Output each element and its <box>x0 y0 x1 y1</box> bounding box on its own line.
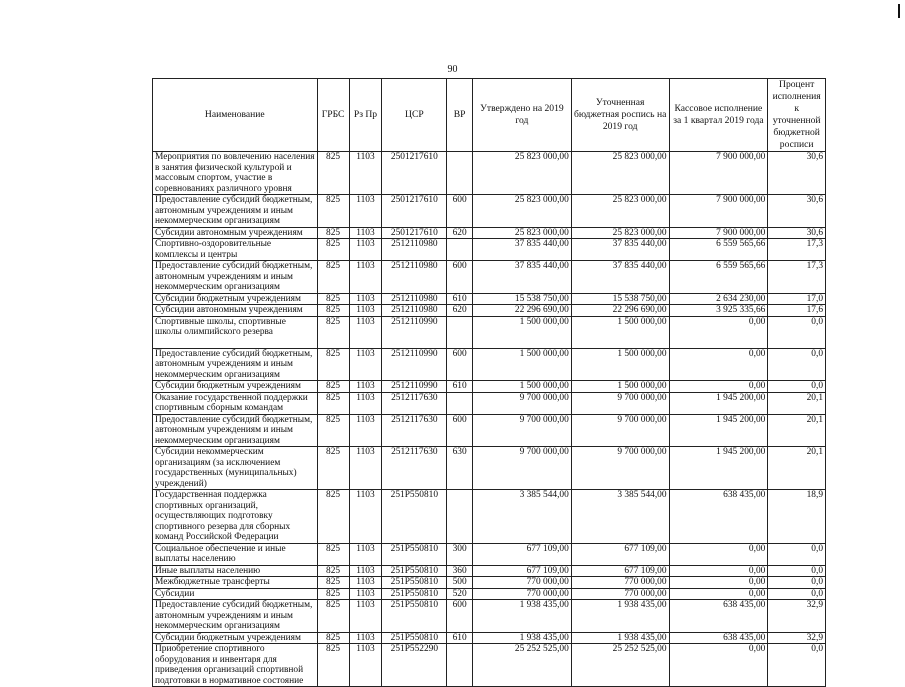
cell-vr: 620 <box>447 227 473 239</box>
cell-rzpr: 1103 <box>349 381 382 393</box>
cell-revised: 37 835 440,00 <box>571 261 669 294</box>
table-row <box>153 577 826 589</box>
cell-csr: 251P550810 <box>382 577 447 589</box>
cell-cash: 0,00 <box>669 381 768 393</box>
table-row <box>153 644 826 687</box>
cell-revised: 25 823 000,00 <box>571 152 669 195</box>
cell-revised: 25 823 000,00 <box>571 227 669 239</box>
cell-csr: 2512117630 <box>382 447 447 490</box>
cell-csr: 251P550810 <box>382 632 447 644</box>
cell-cash: 0,00 <box>669 644 768 687</box>
cell-approved: 3 385 544,00 <box>473 490 572 544</box>
cell-rzpr: 1103 <box>349 565 382 577</box>
table-row <box>153 381 826 393</box>
cell-rzpr: 1103 <box>349 239 382 261</box>
cell-grbs: 825 <box>317 644 349 687</box>
cell-vr: 600 <box>447 261 473 294</box>
cell-percent: 17,0 <box>768 293 826 305</box>
cell-cash: 638 435,00 <box>669 600 768 633</box>
cell-name: Предоставление субсидий бюджетным, автономным учреждениям и иным некоммерческим организациям <box>153 348 318 381</box>
cell-grbs: 825 <box>317 588 349 600</box>
header-grbs: ГРБС <box>317 79 349 152</box>
cell-approved: 9 700 000,00 <box>473 447 572 490</box>
cell-rzpr: 1103 <box>349 195 382 228</box>
cell-revised: 22 296 690,00 <box>571 305 669 317</box>
cell-vr: 600 <box>447 195 473 228</box>
cell-revised: 25 823 000,00 <box>571 195 669 228</box>
cell-approved: 37 835 440,00 <box>473 239 572 261</box>
cell-rzpr: 1103 <box>349 543 382 565</box>
cell-percent: 32,9 <box>768 600 826 633</box>
table-row <box>153 490 826 544</box>
cell-grbs: 825 <box>317 152 349 195</box>
cell-vr: 360 <box>447 565 473 577</box>
cell-revised: 1 938 435,00 <box>571 632 669 644</box>
table-row <box>153 152 826 195</box>
cell-percent: 0,0 <box>768 348 826 381</box>
cell-revised: 677 109,00 <box>571 543 669 565</box>
header-name: Наименование <box>153 79 318 152</box>
cell-vr <box>447 239 473 261</box>
cell-csr: 2501217610 <box>382 152 447 195</box>
cell-name: Субсидии <box>153 588 318 600</box>
cell-csr: 251P550810 <box>382 588 447 600</box>
cell-percent: 20,1 <box>768 447 826 490</box>
header-vr: ВР <box>447 79 473 152</box>
cell-percent: 0,0 <box>768 577 826 589</box>
table-header-row <box>153 79 826 152</box>
cell-grbs: 825 <box>317 447 349 490</box>
cell-csr: 2512110980 <box>382 293 447 305</box>
cell-rzpr: 1103 <box>349 490 382 544</box>
cell-percent: 0,0 <box>768 543 826 565</box>
cell-vr: 600 <box>447 600 473 633</box>
cell-csr: 2501217610 <box>382 195 447 228</box>
cell-cash: 1 945 200,00 <box>669 414 768 447</box>
cell-name: Субсидии автономным учреждениям <box>153 227 318 239</box>
cell-grbs: 825 <box>317 261 349 294</box>
cell-grbs: 825 <box>317 195 349 228</box>
cell-grbs: 825 <box>317 293 349 305</box>
cell-approved: 1 938 435,00 <box>473 600 572 633</box>
cell-rzpr: 1103 <box>349 261 382 294</box>
cell-name: Спортивно-оздоровительные комплексы и центры <box>153 239 318 261</box>
cell-csr: 2512110990 <box>382 348 447 381</box>
cell-cash: 1 945 200,00 <box>669 447 768 490</box>
cell-rzpr: 1103 <box>349 316 382 348</box>
cell-csr: 251P550810 <box>382 543 447 565</box>
cell-revised: 1 500 000,00 <box>571 316 669 348</box>
table-row <box>153 305 826 317</box>
cell-approved: 15 538 750,00 <box>473 293 572 305</box>
cell-vr: 600 <box>447 414 473 447</box>
cell-name: Мероприятия по вовлечению населения в занятия физической культурой и массовым спортом, участие в соревнованиях различного уровня <box>153 152 318 195</box>
cell-approved: 22 296 690,00 <box>473 305 572 317</box>
cell-revised: 25 252 525,00 <box>571 644 669 687</box>
cell-percent: 0,0 <box>768 565 826 577</box>
cell-rzpr: 1103 <box>349 392 382 414</box>
cell-name: Приобретение спортивного оборудования и инвентаря для приведения организаций спортивной подготовки в нормативное состояние <box>153 644 318 687</box>
cell-percent: 17,3 <box>768 239 826 261</box>
cell-cash: 0,00 <box>669 543 768 565</box>
cell-rzpr: 1103 <box>349 305 382 317</box>
table-row <box>153 195 826 228</box>
cell-revised: 9 700 000,00 <box>571 414 669 447</box>
header-percent: Процент исполнения к уточненной бюджетной росписи <box>768 79 826 152</box>
cell-vr: 620 <box>447 305 473 317</box>
cell-revised: 15 538 750,00 <box>571 293 669 305</box>
cell-revised: 9 700 000,00 <box>571 392 669 414</box>
cell-grbs: 825 <box>317 577 349 589</box>
cell-vr: 610 <box>447 293 473 305</box>
cell-revised: 1 500 000,00 <box>571 381 669 393</box>
cell-csr: 2512110980 <box>382 305 447 317</box>
cell-cash: 0,00 <box>669 565 768 577</box>
cell-name: Межбюджетные трансферты <box>153 577 318 589</box>
cell-cash: 7 900 000,00 <box>669 227 768 239</box>
table-row <box>153 565 826 577</box>
cell-revised: 1 938 435,00 <box>571 600 669 633</box>
table-row <box>153 588 826 600</box>
table-row <box>153 239 826 261</box>
cell-cash: 6 559 565,66 <box>669 239 768 261</box>
cell-grbs: 825 <box>317 392 349 414</box>
cell-cash: 0,00 <box>669 316 768 348</box>
cell-revised: 3 385 544,00 <box>571 490 669 544</box>
cell-approved: 677 109,00 <box>473 543 572 565</box>
cell-name: Предоставление субсидий бюджетным, автономным учреждениям и иным некоммерческим организациям <box>153 195 318 228</box>
cell-approved: 37 835 440,00 <box>473 261 572 294</box>
header-approved: Утверждено на 2019 год <box>473 79 572 152</box>
cell-percent: 0,0 <box>768 381 826 393</box>
table-row <box>153 414 826 447</box>
header-cash: Кассовое исполнение за 1 квартал 2019 года <box>669 79 768 152</box>
cell-grbs: 825 <box>317 543 349 565</box>
cell-percent: 32,9 <box>768 632 826 644</box>
cell-csr: 2512110980 <box>382 239 447 261</box>
cell-percent: 17,3 <box>768 261 826 294</box>
cell-approved: 25 823 000,00 <box>473 195 572 228</box>
cell-cash: 3 925 335,66 <box>669 305 768 317</box>
cell-approved: 25 252 525,00 <box>473 644 572 687</box>
table-row <box>153 447 826 490</box>
cell-rzpr: 1103 <box>349 227 382 239</box>
cell-name: Субсидии бюджетным учреждениям <box>153 632 318 644</box>
cell-revised: 770 000,00 <box>571 577 669 589</box>
cell-rzpr: 1103 <box>349 414 382 447</box>
table-row <box>153 293 826 305</box>
cell-name: Субсидии автономным учреждениям <box>153 305 318 317</box>
table-row <box>153 543 826 565</box>
cell-vr: 500 <box>447 577 473 589</box>
cell-csr: 251P550810 <box>382 565 447 577</box>
cell-cash: 638 435,00 <box>669 632 768 644</box>
cell-rzpr: 1103 <box>349 600 382 633</box>
cell-vr: 600 <box>447 348 473 381</box>
table-row <box>153 316 826 348</box>
cell-approved: 770 000,00 <box>473 577 572 589</box>
cell-percent: 20,1 <box>768 414 826 447</box>
cell-vr: 520 <box>447 588 473 600</box>
cell-revised: 1 500 000,00 <box>571 348 669 381</box>
page-number: 90 <box>447 64 458 75</box>
cell-percent: 30,6 <box>768 152 826 195</box>
cell-name: Социальное обеспечение и иные выплаты населению <box>153 543 318 565</box>
cell-cash: 7 900 000,00 <box>669 195 768 228</box>
cell-rzpr: 1103 <box>349 632 382 644</box>
cell-rzpr: 1103 <box>349 577 382 589</box>
cell-csr: 2512110990 <box>382 316 447 348</box>
cell-vr: 300 <box>447 543 473 565</box>
scan-edge-mark <box>898 4 900 18</box>
cell-approved: 1 500 000,00 <box>473 348 572 381</box>
cell-cash: 7 900 000,00 <box>669 152 768 195</box>
cell-vr <box>447 490 473 544</box>
cell-grbs: 825 <box>317 414 349 447</box>
cell-cash: 0,00 <box>669 588 768 600</box>
cell-rzpr: 1103 <box>349 348 382 381</box>
cell-approved: 9 700 000,00 <box>473 392 572 414</box>
cell-name: Предоставление субсидий бюджетным, автономным учреждениям и иным некоммерческим организациям <box>153 414 318 447</box>
cell-approved: 677 109,00 <box>473 565 572 577</box>
cell-percent: 30,6 <box>768 227 826 239</box>
cell-vr: 630 <box>447 447 473 490</box>
cell-csr: 2512117630 <box>382 392 447 414</box>
cell-revised: 677 109,00 <box>571 565 669 577</box>
cell-cash: 0,00 <box>669 348 768 381</box>
cell-csr: 251P552290 <box>382 644 447 687</box>
cell-vr <box>447 644 473 687</box>
cell-rzpr: 1103 <box>349 293 382 305</box>
cell-cash: 2 634 230,00 <box>669 293 768 305</box>
cell-grbs: 825 <box>317 305 349 317</box>
cell-vr: 610 <box>447 632 473 644</box>
table-row <box>153 600 826 633</box>
cell-grbs: 825 <box>317 632 349 644</box>
cell-csr: 2512110990 <box>382 381 447 393</box>
cell-approved: 1 500 000,00 <box>473 381 572 393</box>
cell-approved: 9 700 000,00 <box>473 414 572 447</box>
cell-percent: 20,1 <box>768 392 826 414</box>
cell-approved: 770 000,00 <box>473 588 572 600</box>
cell-grbs: 825 <box>317 348 349 381</box>
cell-rzpr: 1103 <box>349 447 382 490</box>
cell-vr <box>447 152 473 195</box>
cell-revised: 770 000,00 <box>571 588 669 600</box>
cell-rzpr: 1103 <box>349 152 382 195</box>
header-revised: Уточненная бюджетная роспись на 2019 год <box>571 79 669 152</box>
cell-percent: 0,0 <box>768 316 826 348</box>
cell-csr: 2512117630 <box>382 414 447 447</box>
cell-vr <box>447 392 473 414</box>
table-row <box>153 348 826 381</box>
cell-name: Субсидии бюджетным учреждениям <box>153 381 318 393</box>
cell-percent: 17,6 <box>768 305 826 317</box>
cell-cash: 0,00 <box>669 577 768 589</box>
cell-csr: 251P550810 <box>382 490 447 544</box>
cell-vr <box>447 316 473 348</box>
cell-grbs: 825 <box>317 600 349 633</box>
cell-name: Предоставление субсидий бюджетным, автономным учреждениям и иным некоммерческим организациям <box>153 261 318 294</box>
cell-name: Государственная поддержка спортивных организаций, осуществляющих подготовку спортивного резерва для сборных команд Российской Федерации <box>153 490 318 544</box>
cell-grbs: 825 <box>317 316 349 348</box>
cell-approved: 1 938 435,00 <box>473 632 572 644</box>
cell-grbs: 825 <box>317 239 349 261</box>
cell-name: Спортивные школы, спортивные школы олимпийского резерва <box>153 316 318 348</box>
table-row <box>153 261 826 294</box>
cell-cash: 6 559 565,66 <box>669 261 768 294</box>
cell-grbs: 825 <box>317 565 349 577</box>
cell-cash: 638 435,00 <box>669 490 768 544</box>
cell-approved: 25 823 000,00 <box>473 152 572 195</box>
header-rzpr: Рз Пр <box>349 79 382 152</box>
cell-percent: 30,6 <box>768 195 826 228</box>
cell-csr: 2512110980 <box>382 261 447 294</box>
table-row <box>153 392 826 414</box>
cell-grbs: 825 <box>317 490 349 544</box>
cell-name: Субсидии некоммерческим организациям (за исключением государственных (муниципальных) учреждений) <box>153 447 318 490</box>
budget-table <box>152 78 826 687</box>
cell-csr: 2501217610 <box>382 227 447 239</box>
cell-percent: 0,0 <box>768 644 826 687</box>
cell-name: Предоставление субсидий бюджетным, автономным учреждениям и иным некоммерческим организациям <box>153 600 318 633</box>
cell-name: Субсидии бюджетным учреждениям <box>153 293 318 305</box>
cell-percent: 0,0 <box>768 588 826 600</box>
cell-grbs: 825 <box>317 381 349 393</box>
cell-rzpr: 1103 <box>349 588 382 600</box>
table-body <box>153 152 826 687</box>
cell-percent: 18,9 <box>768 490 826 544</box>
header-csr: ЦСР <box>382 79 447 152</box>
cell-name: Иные выплаты населению <box>153 565 318 577</box>
cell-approved: 25 823 000,00 <box>473 227 572 239</box>
cell-rzpr: 1103 <box>349 644 382 687</box>
cell-vr: 610 <box>447 381 473 393</box>
cell-cash: 1 945 200,00 <box>669 392 768 414</box>
cell-approved: 1 500 000,00 <box>473 316 572 348</box>
cell-grbs: 825 <box>317 227 349 239</box>
table-row <box>153 227 826 239</box>
cell-csr: 251P550810 <box>382 600 447 633</box>
cell-revised: 37 835 440,00 <box>571 239 669 261</box>
cell-revised: 9 700 000,00 <box>571 447 669 490</box>
table-row <box>153 632 826 644</box>
cell-name: Оказание государственной поддержки спортивным сборным командам <box>153 392 318 414</box>
